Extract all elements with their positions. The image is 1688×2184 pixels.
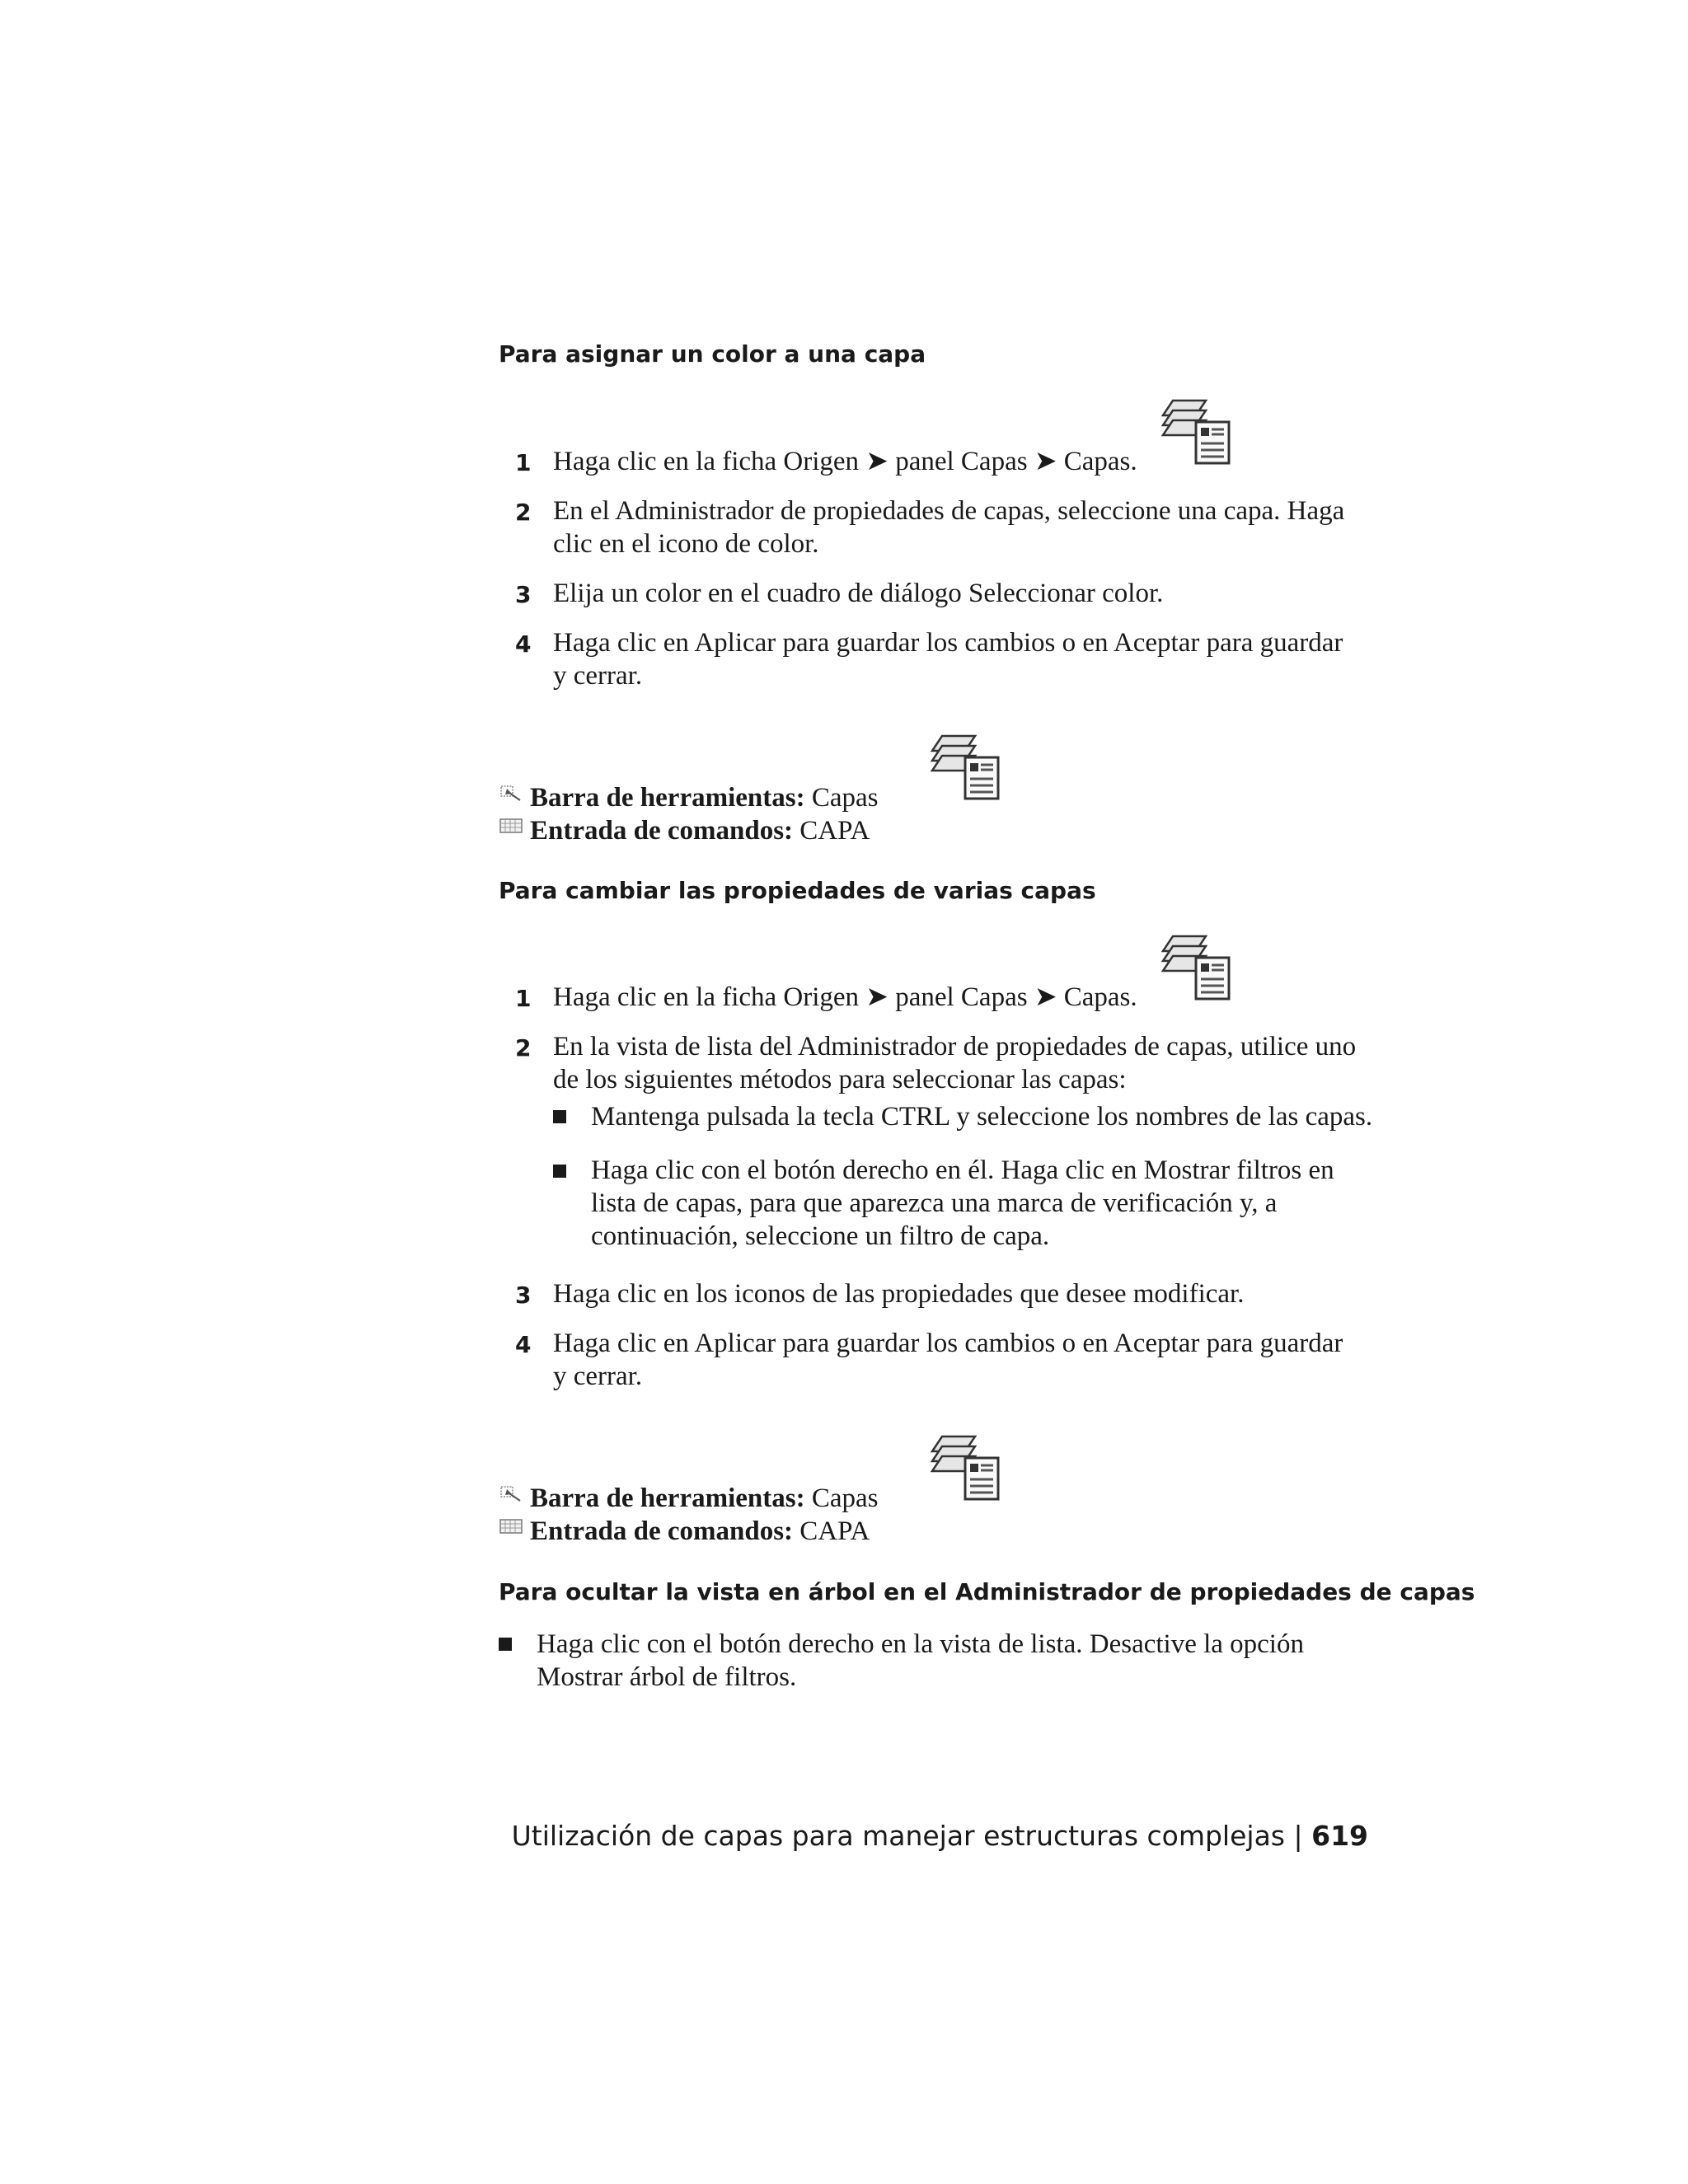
command-value: CAPA (799, 816, 870, 846)
section-heading-change-properties: Para cambiar las propiedades de varias capas (499, 877, 1096, 904)
step-number: 3 (515, 1282, 532, 1309)
step-number: 4 (515, 1331, 532, 1358)
step-line: Haga clic en la ficha Origen ➤ panel Capas ➤ Capas. (553, 447, 1137, 476)
step-number: 4 (515, 630, 532, 658)
step-number: 1 (515, 449, 532, 476)
step-line: Elija un color en el cuadro de diálogo Seleccionar color. (553, 579, 1164, 608)
bullet-line: continuación, seleccione un filtro de capa. (591, 1221, 1050, 1251)
section-heading-assign-color: Para asignar un color a una capa (499, 340, 926, 368)
step-line: En la vista de lista del Administrador de propiedades de capas, utilice uno (553, 1032, 1357, 1062)
page-number: 619 (1311, 1820, 1368, 1852)
keyboard-icon (499, 817, 523, 835)
bullet-text (537, 1628, 1304, 1694)
section-heading-hide-tree-view: Para ocultar la vista en árbol en el Administrador de propiedades de capas (499, 1578, 1475, 1605)
toolbar-label: Barra de herramientas: (530, 1483, 805, 1513)
step-text (553, 1030, 1356, 1096)
bullet-marker (553, 1110, 566, 1123)
step-text (553, 626, 1343, 692)
bullet-text (591, 1154, 1334, 1253)
bullet-line: lista de capas, para que aparezca una marca de verificación y, a (591, 1188, 1278, 1218)
step-line: de los siguientes métodos para seleccionar las capas: (553, 1065, 1127, 1094)
page-footer (512, 1820, 1368, 1852)
layers-toolbar-icon (927, 1430, 1001, 1504)
step-text (553, 494, 1344, 560)
footer-separator: | (1293, 1820, 1303, 1852)
step-line: En el Administrador de propiedades de capas, seleccione una capa. Haga (553, 496, 1345, 526)
step-number: 1 (515, 985, 532, 1012)
toolbar-line (530, 1482, 878, 1515)
footer-title: Utilización de capas para manejar estructuras complejas (511, 1820, 1285, 1852)
step-line: Haga clic en Aplicar para guardar los cambios o en Aceptar para guardar (553, 628, 1343, 658)
command-line (530, 1515, 870, 1548)
toolbar-icon (499, 1484, 523, 1502)
command-line (530, 814, 870, 847)
toolbar-line (530, 781, 878, 814)
bullet-marker (553, 1165, 566, 1178)
step-text (553, 981, 1137, 1014)
step-text (553, 445, 1137, 478)
bullet-marker (499, 1638, 512, 1651)
step-number: 2 (515, 1034, 532, 1062)
toolbar-value: Capas (811, 1483, 879, 1513)
step-line: Haga clic en los iconos de las propiedades que desee modificar. (553, 1279, 1245, 1309)
step-text (553, 1277, 1244, 1310)
step-number: 2 (515, 499, 532, 526)
step-text (553, 1327, 1343, 1393)
toolbar-value: Capas (811, 783, 879, 813)
bullet-line: Haga clic con el botón derecho en la vista de lista. Desactive la opción (537, 1629, 1304, 1659)
step-line: clic en el icono de color. (553, 529, 819, 559)
step-line: Haga clic en Aplicar para guardar los cambios o en Aceptar para guardar (553, 1329, 1343, 1358)
step-line: y cerrar. (553, 661, 643, 691)
step-text (553, 577, 1163, 610)
keyboard-icon (499, 1517, 523, 1535)
bullet-line: Haga clic con el botón derecho en él. Haga clic en Mostrar filtros en (591, 1155, 1334, 1185)
bullet-line: Mantenga pulsada la tecla CTRL y seleccione los nombres de las capas. (591, 1102, 1373, 1132)
step-line: y cerrar. (553, 1361, 643, 1391)
command-label: Entrada de comandos: (530, 1516, 794, 1546)
bullet-text (591, 1100, 1372, 1133)
step-number: 3 (515, 581, 532, 608)
bullet-line: Mostrar árbol de filtros. (537, 1662, 797, 1692)
toolbar-label: Barra de herramientas: (530, 783, 805, 813)
command-value: CAPA (799, 1516, 870, 1546)
layer-properties-manager-icon (1158, 394, 1232, 468)
command-label: Entrada de comandos: (530, 816, 794, 846)
toolbar-icon (499, 784, 523, 802)
layers-toolbar-icon (927, 729, 1001, 804)
step-line: Haga clic en la ficha Origen ➤ panel Capas ➤ Capas. (553, 982, 1137, 1012)
layer-properties-manager-icon (1158, 930, 1232, 1004)
